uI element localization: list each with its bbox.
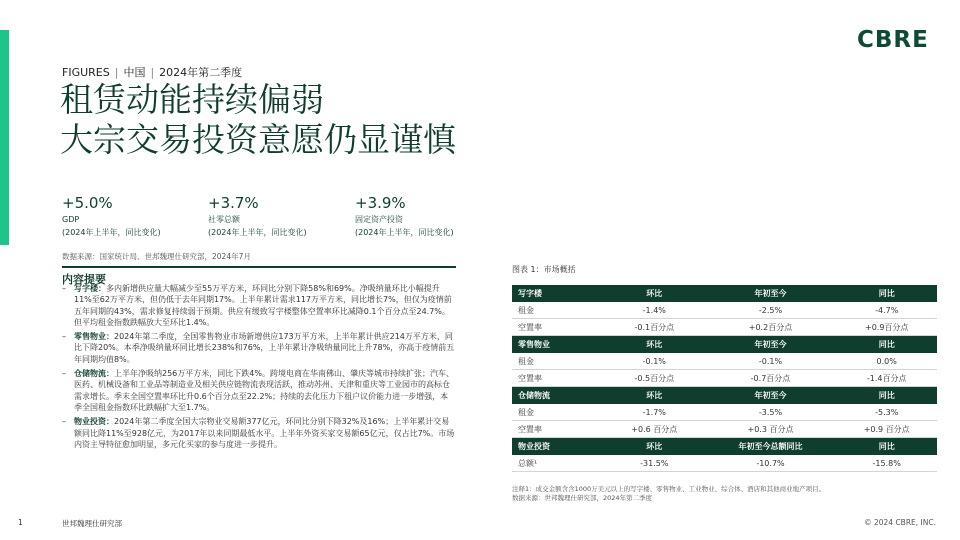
footer-department: 世邦魏理仕研究部 [62,519,122,528]
market-summary-table [512,285,937,472]
stat-label: 固定资产投资 [355,215,403,224]
section-name: 零售物业 [512,336,604,354]
section-name: 仓储物流 [512,387,604,405]
table-notes [512,485,937,503]
section-name: 物业投资 [512,438,604,456]
table-section-header [512,336,937,354]
column-header: 环比 [604,387,705,405]
table-row [512,370,937,387]
stats-source: 数据来源：国家统计局、世邦魏理仕研究部，2024年7月 [62,252,251,261]
summary-item-retail: – 零售物业：2024年第二季度，全国零售物业市场新增供应173万平方米，上半年累计供应214万平方米，同比下降20%。本季净吸纳量环同比增长238%和76%，上半年累计净吸纳量同比上升78%，亦高于疫情前五年同期均值8%。 [62,332,455,364]
stat-sublabel: (2024年上半年，同比变化) [208,228,307,237]
table-cell: +0.9 百分点 [836,421,937,438]
column-header: 年初至今 [705,285,837,302]
table-cell: -0.1% [705,353,837,370]
table-cell: -31.5% [604,455,705,472]
row-label: 租金 [512,404,604,421]
table-cell: -1.7% [604,404,705,421]
summary-item-text: 2024年第二季度，全国零售物业市场新增供应173万平方米，上半年累计供应214万平方米，同比下降20%。本季净吸纳量环同比增长238%和76%，上半年累计净吸纳量同比上升78%，亦高于疫情前五年同期均值8%。 [74,332,455,364]
stat-value: +3.7% [208,194,259,212]
period-label: 2024年第二季度 [159,66,243,79]
column-header: 同比 [836,387,937,405]
stat-gdp [62,194,202,238]
summary-item-text: 2024年第二季度全国大宗物业交易额377亿元，环同比分别下降32%及16%；上半年累计交易额同比降11%至928亿元，为2017年以来同期最低水平。上半年外资买家交易额65亿元，仅占比7%。市场内资主导特征愈加明显，多元化买家的参与度进一步提升。 [74,417,455,449]
column-header: 年初至今 [705,387,837,405]
column-header: 环比 [604,438,705,456]
stat-label: GDP [62,215,80,224]
summary-item-title: 仓储物流： [74,369,114,379]
table-cell: -0.7百分点 [705,370,837,387]
table-section-header [512,438,937,456]
title-line-1: 租赁动能持续偏弱 [60,80,324,119]
table-section-header [512,285,937,302]
column-header: 年初至今 [705,336,837,354]
table-cell: -10.7% [705,455,837,472]
summary-item-investment: – 物业投资：2024年第二季度全国大宗物业交易额377亿元，环同比分别下降32%及16%；上半年累计交易额同比降11%至928亿元，为2017年以来同期最低水平。上半年外资买家交易额65亿元，仅占比7%。市场内资主导特征愈加明显，多元化买家的参与度进一步提升。 [62,417,455,449]
page-title [60,80,456,160]
row-label: 空置率 [512,319,604,336]
table-cell: -0.1% [604,353,705,370]
table-cell: -1.4百分点 [836,370,937,387]
stat-fixed-asset-investment [355,194,495,238]
table-row [512,319,937,336]
table-cell: +0.2百分点 [705,319,837,336]
title-line-2: 大宗交易投资意愿仍显谨慎 [60,120,456,159]
summary-item-text: 上半年净吸纳256万平方米，同比下跌4%。跨境电商在华南佛山、肇庆等城市持续扩张；汽车、医药、机械设备和工业品等制造业及相关供应链物流表现活跃，推动苏州、天津和重庆等工业园市的高标仓需求增长。季末全国空置率环比升0.6个百分点至22.2%；持续的去化压力下租户议价能力进一步增强，本季全国租金指数环比跌幅扩大至1.7%。 [74,369,454,412]
row-label: 总额¹ [512,455,604,472]
section-name: 写字楼 [512,285,604,302]
cbre-logo: CBRE [857,27,929,53]
row-label: 租金 [512,353,604,370]
table-row [512,302,937,319]
stat-value: +5.0% [62,194,113,212]
stat-sublabel: (2024年上半年，同比变化) [62,228,161,237]
summary-item-title: 写字楼： [74,284,106,293]
table-cell: -5.3% [836,404,937,421]
row-label: 空置率 [512,370,604,387]
table-cell: -0.5百分点 [604,370,705,387]
page-number: 1 [18,518,23,527]
summary-heading: 内容提要 [62,266,456,287]
summary-item-logistics: – 仓储物流：上半年净吸纳256万平方米，同比下跌4%。跨境电商在华南佛山、肇庆等城市持续扩张；汽车、医药、机械设备和工业品等制造业及相关供应链物流表现活跃，推动苏州、天津和重庆等工业园市的高标仓需求增长。季末全国空置率环比升0.6个百分点至22.2%；持续的去化压力下租户议价能力进一步增强，本季全国租金指数环比跌幅扩大至1.7%。 [62,369,454,412]
column-header: 同比 [836,336,937,354]
table-cell: -2.5% [705,302,837,319]
report-header: FIGURES | 中国 | 2024年第二季度 [62,66,243,79]
summary-item-text: 多内新增供应量大幅减少至55万平方米，环同比分别下降58%和69%。净吸纳量环比小幅提升11%至62万平方米，但仍低于去年同期17%。上半年累计需求117万平方米，同比增长7%，但仅为疫情前五年同期的43%，需求修复持续弱于预期。供应有缓致写字楼整体空置率环比减降0.1个百分点至24.7%。但平均租金指数跌幅放大至环比1.4%。 [74,284,452,327]
table-cell: +0.3 百分点 [705,421,837,438]
table-cell: -15.8% [836,455,937,472]
table-row [512,421,937,438]
row-label: 空置率 [512,421,604,438]
column-header: 同比 [836,285,937,302]
table-title: 图表 1：市场概括 [512,265,576,274]
table-cell: -1.4% [604,302,705,319]
table-cell: -3.5% [705,404,837,421]
figures-label: FIGURES [62,66,110,79]
footer-copyright: © 2024 CBRE, INC. [864,518,936,527]
summary-item-title: 物业投资： [74,417,114,427]
summary-item-office: – 写字楼：多内新增供应量大幅减少至55万平方米，环同比分别下降58%和69%。净吸纳量环比小幅提升11%至62万平方米，但仍低于去年同期17%。上半年累计需求117万平方米，同比增长7%，但仅为疫情前五年同期的43%，需求修复持续弱于预期。供应有缓致写字楼整体空置率环比减降0.1个百分点至24.7%。但平均租金指数跌幅放大至环比1.4%。 [62,284,452,327]
table-row [512,455,937,472]
note-source: 数据来源：世邦魏理仕研究部，2024年第二季度 [512,494,653,502]
summary-item-title: 零售物业： [74,332,114,342]
column-header: 同比 [836,438,937,456]
accent-bar [0,30,9,245]
table-cell: +0.6 百分点 [604,421,705,438]
table-row [512,404,937,421]
region-label: 中国 [123,66,146,79]
table-cell: -4.7% [836,302,937,319]
column-header: 年初至今总额同比 [705,438,837,456]
table-cell: -0.1百分点 [604,319,705,336]
row-label: 租金 [512,302,604,319]
table-cell: 0.0% [836,353,937,370]
column-header: 环比 [604,336,705,354]
table-section-header [512,387,937,405]
summary-list [62,283,456,453]
note-line: 注释1：成交金额含含1000万美元以上的写字楼、零售物业、工业物业、综合体、酒店和其他商业地产项目。 [512,485,826,493]
stat-retail-sales [208,194,348,238]
table-cell: +0.9百分点 [836,319,937,336]
stat-sublabel: (2024年上半年，同比变化) [355,228,454,237]
column-header: 环比 [604,285,705,302]
stat-value: +3.9% [355,194,406,212]
table-row [512,353,937,370]
stat-label: 社零总额 [208,215,240,224]
